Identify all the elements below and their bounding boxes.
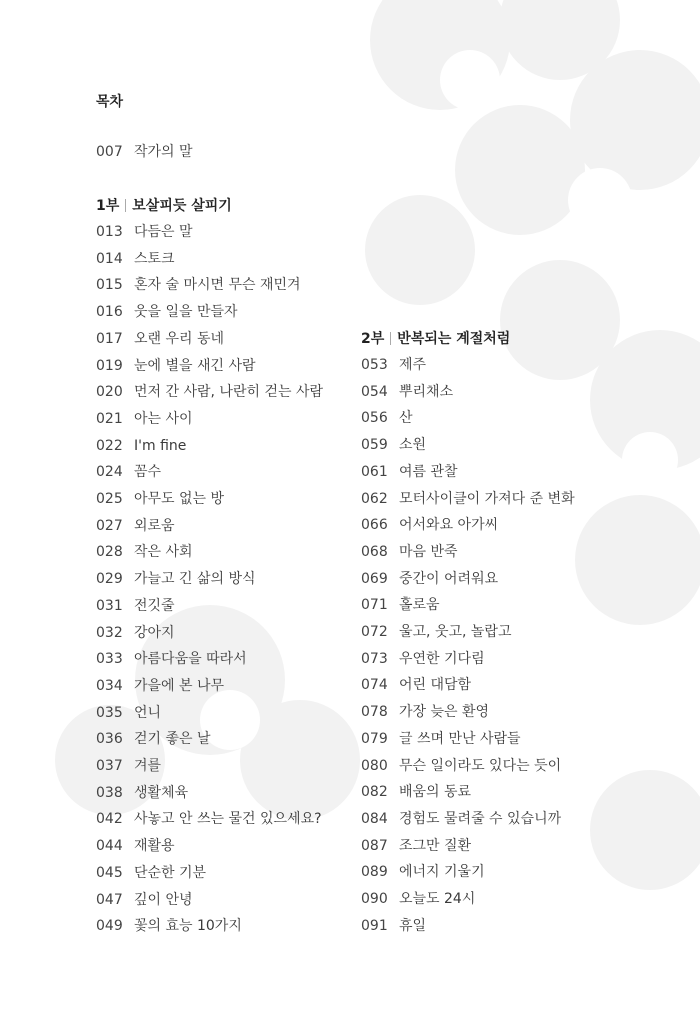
entry-title: 오랜 우리 동네 bbox=[134, 330, 225, 347]
page-number: 036 bbox=[96, 731, 123, 748]
entry-title: 무슨 일이라도 있다는 듯이 bbox=[399, 757, 562, 774]
entry-title: 아무도 없는 방 bbox=[134, 491, 225, 507]
toc-entry[interactable] bbox=[96, 436, 186, 456]
toc-entry[interactable] bbox=[96, 756, 161, 776]
toc-entry[interactable] bbox=[96, 703, 161, 723]
part-title: 보살피듯 살피기 bbox=[132, 198, 232, 214]
toc-entry[interactable] bbox=[96, 676, 224, 696]
entry-title: 걷기 좋은 날 bbox=[134, 731, 211, 748]
entry-title: 스토크 bbox=[134, 250, 175, 267]
page-number: 013 bbox=[96, 224, 123, 240]
toc-entry[interactable] bbox=[361, 435, 426, 455]
toc-entry[interactable] bbox=[361, 729, 521, 749]
toc-entry[interactable] bbox=[361, 515, 498, 535]
entry-title: 깊이 안녕 bbox=[134, 891, 193, 908]
toc-entry[interactable] bbox=[96, 302, 238, 322]
page-number: 014 bbox=[96, 250, 123, 267]
page-number: 035 bbox=[96, 704, 123, 721]
toc-entry[interactable] bbox=[96, 275, 301, 295]
toc-entry[interactable] bbox=[96, 809, 322, 829]
entry-title: 글 쓰며 만난 사람들 bbox=[399, 730, 521, 747]
page-number: 045 bbox=[96, 864, 123, 881]
page-number: 049 bbox=[96, 918, 123, 935]
toc-entry[interactable] bbox=[96, 649, 247, 669]
entry-title: 경험도 물려줄 수 있습니까 bbox=[399, 810, 562, 827]
toc-entry[interactable] bbox=[361, 622, 511, 642]
entry-title: 소원 bbox=[399, 437, 427, 454]
toc-entry[interactable] bbox=[96, 836, 175, 856]
toc-entry[interactable] bbox=[361, 809, 561, 829]
page-number: 020 bbox=[96, 384, 123, 401]
page-number: 031 bbox=[96, 597, 123, 614]
toc-entry[interactable] bbox=[361, 542, 458, 562]
toc-entry[interactable] bbox=[96, 916, 242, 936]
entry-title: 꽃의 효능 10가지 bbox=[134, 918, 242, 935]
entry-title: 어린 대담함 bbox=[399, 677, 472, 694]
entry-title: 제주 bbox=[399, 357, 427, 373]
page-number: 042 bbox=[96, 811, 123, 828]
page-number: 015 bbox=[96, 277, 123, 294]
toc-entry[interactable] bbox=[96, 382, 323, 402]
entry-title: 마음 반죽 bbox=[399, 543, 458, 560]
page-number: 037 bbox=[96, 758, 123, 774]
page-number: 053 bbox=[361, 357, 388, 373]
entry-title: 언니 bbox=[134, 704, 162, 721]
toc-entry[interactable] bbox=[361, 675, 471, 695]
entry-title: 에너지 기울기 bbox=[399, 864, 485, 881]
toc-entry[interactable] bbox=[361, 702, 489, 722]
toc-title: 목차 bbox=[96, 94, 124, 110]
entry-title: 여름 관찰 bbox=[399, 463, 458, 480]
entry-title: 혼자 술 마시면 무슨 재민겨 bbox=[134, 277, 301, 294]
entry-title: 꼼수 bbox=[134, 464, 162, 481]
page-number: 025 bbox=[96, 491, 123, 507]
page-number: 074 bbox=[361, 677, 388, 694]
entry-title: 전깃줄 bbox=[134, 597, 175, 614]
part1-heading bbox=[96, 196, 232, 216]
page-number: 056 bbox=[361, 410, 388, 427]
entry-title: 겨를 bbox=[134, 758, 162, 774]
page-number: 084 bbox=[361, 810, 388, 827]
toc-entry[interactable] bbox=[361, 595, 440, 615]
toc-entry[interactable] bbox=[361, 462, 458, 482]
toc-entry[interactable] bbox=[361, 489, 575, 509]
page-number: 080 bbox=[361, 757, 388, 774]
page-number: 029 bbox=[96, 571, 123, 588]
page-number: 017 bbox=[96, 330, 123, 347]
entry-title: 가장 늦은 환영 bbox=[399, 704, 490, 721]
page-number: 044 bbox=[96, 838, 123, 855]
toc-entry[interactable] bbox=[361, 889, 475, 909]
toc-entry[interactable] bbox=[96, 783, 188, 803]
entry-title: 오늘도 24시 bbox=[399, 891, 476, 907]
page-number: 059 bbox=[361, 437, 388, 454]
entry-title: 재활용 bbox=[134, 838, 175, 855]
entry-title: 다듬은 말 bbox=[134, 224, 193, 240]
toc-entry[interactable] bbox=[96, 489, 224, 509]
page-number: 016 bbox=[96, 304, 123, 321]
page-number: 079 bbox=[361, 730, 388, 747]
toc-entry[interactable] bbox=[96, 569, 256, 589]
toc-entry[interactable] bbox=[96, 729, 211, 749]
toc-entry[interactable] bbox=[96, 462, 161, 482]
entry-title: 먼저 간 사람, 나란히 걷는 사람 bbox=[134, 384, 323, 401]
toc-entry[interactable] bbox=[361, 756, 561, 776]
entry-title: 강아지 bbox=[134, 624, 175, 641]
page-number: 038 bbox=[96, 784, 123, 801]
page-number: 082 bbox=[361, 784, 388, 801]
toc-entry[interactable] bbox=[96, 409, 193, 429]
part-title: 반복되는 계절처럼 bbox=[397, 331, 511, 347]
entry-title: 조그만 질환 bbox=[399, 837, 472, 854]
entry-title: 어서와요 아가씨 bbox=[399, 517, 499, 534]
entry-title: 뿌리채소 bbox=[399, 383, 454, 400]
toc-entry[interactable] bbox=[361, 382, 453, 402]
entry-title: 모터사이클이 가져다 준 변화 bbox=[399, 490, 575, 507]
toc-entry[interactable] bbox=[361, 569, 498, 589]
entry-title: 작은 사회 bbox=[134, 544, 193, 561]
entry-title: 중간이 어려워요 bbox=[399, 570, 499, 587]
part2-heading bbox=[361, 329, 510, 349]
page-number: 032 bbox=[96, 624, 123, 641]
entry-title: 웃을 일을 만들자 bbox=[134, 304, 238, 321]
page-number: 068 bbox=[361, 543, 388, 560]
entry-title: 휴일 bbox=[399, 917, 427, 934]
toc-entry[interactable] bbox=[361, 916, 426, 936]
entry-title: 배움의 동료 bbox=[399, 784, 472, 801]
preface-entry[interactable] bbox=[96, 142, 193, 162]
entry-title: 홀로움 bbox=[399, 597, 440, 614]
toc-entry[interactable] bbox=[96, 249, 175, 269]
page-number: 047 bbox=[96, 891, 123, 908]
entry-title: 아는 사이 bbox=[134, 410, 193, 427]
page-number: 021 bbox=[96, 410, 123, 427]
entry-title: 우연한 기다림 bbox=[399, 650, 485, 667]
toc-entry[interactable] bbox=[361, 408, 413, 428]
toc-entry[interactable] bbox=[361, 862, 485, 882]
page-number: 090 bbox=[361, 891, 388, 907]
entry-title: I'm fine bbox=[134, 437, 187, 454]
page-number: 089 bbox=[361, 864, 388, 881]
toc-entry[interactable] bbox=[361, 355, 426, 375]
page-number: 066 bbox=[361, 517, 388, 534]
divider bbox=[125, 199, 126, 212]
toc-entry[interactable] bbox=[96, 329, 224, 349]
entry-title: 가을에 본 나무 bbox=[134, 677, 225, 694]
page-number: 087 bbox=[361, 837, 388, 854]
page-number: 061 bbox=[361, 463, 388, 480]
page-number: 034 bbox=[96, 677, 123, 694]
page-number: 022 bbox=[96, 437, 123, 454]
toc-entry[interactable] bbox=[96, 623, 175, 643]
page-number: 019 bbox=[96, 357, 123, 374]
page-number: 078 bbox=[361, 704, 388, 721]
toc-entry[interactable] bbox=[96, 356, 256, 376]
divider bbox=[390, 332, 391, 345]
part-number: 2부 bbox=[361, 331, 385, 347]
toc-entry[interactable] bbox=[96, 516, 175, 536]
page-number: 069 bbox=[361, 570, 388, 587]
entry-title: 외로움 bbox=[134, 517, 175, 534]
entry-title: 사놓고 안 쓰는 물건 있으세요? bbox=[134, 811, 322, 828]
toc-entry[interactable] bbox=[96, 890, 193, 910]
entry-title: 단순한 기분 bbox=[134, 864, 207, 881]
page-number: 091 bbox=[361, 917, 388, 934]
toc-entry[interactable] bbox=[361, 836, 471, 856]
page-number: 054 bbox=[361, 383, 388, 400]
toc-entry[interactable] bbox=[96, 222, 193, 242]
page-number: 062 bbox=[361, 490, 388, 507]
toc-entry[interactable] bbox=[96, 596, 175, 616]
page-number: 007 bbox=[96, 144, 123, 160]
page-number: 027 bbox=[96, 517, 123, 534]
entry-title: 생활체육 bbox=[134, 784, 189, 801]
entry-title: 산 bbox=[399, 410, 413, 427]
page-number: 073 bbox=[361, 650, 388, 667]
toc-entry[interactable] bbox=[96, 863, 206, 883]
page-number: 072 bbox=[361, 624, 388, 640]
part-number: 1부 bbox=[96, 198, 120, 214]
entry-title: 눈에 별을 새긴 사람 bbox=[134, 357, 256, 374]
page-number: 071 bbox=[361, 597, 388, 614]
entry-title: 울고, 웃고, 놀랍고 bbox=[399, 624, 512, 640]
page-number: 024 bbox=[96, 464, 123, 481]
entry-title: 가늘고 긴 삶의 방식 bbox=[134, 571, 256, 588]
toc-entry[interactable] bbox=[361, 782, 471, 802]
page-number: 028 bbox=[96, 544, 123, 561]
entry-title: 아름다움을 따라서 bbox=[134, 651, 247, 668]
entry-title: 작가의 말 bbox=[134, 144, 193, 160]
toc-entry[interactable] bbox=[361, 649, 485, 669]
page-number: 033 bbox=[96, 651, 123, 668]
toc-entry[interactable] bbox=[96, 542, 193, 562]
